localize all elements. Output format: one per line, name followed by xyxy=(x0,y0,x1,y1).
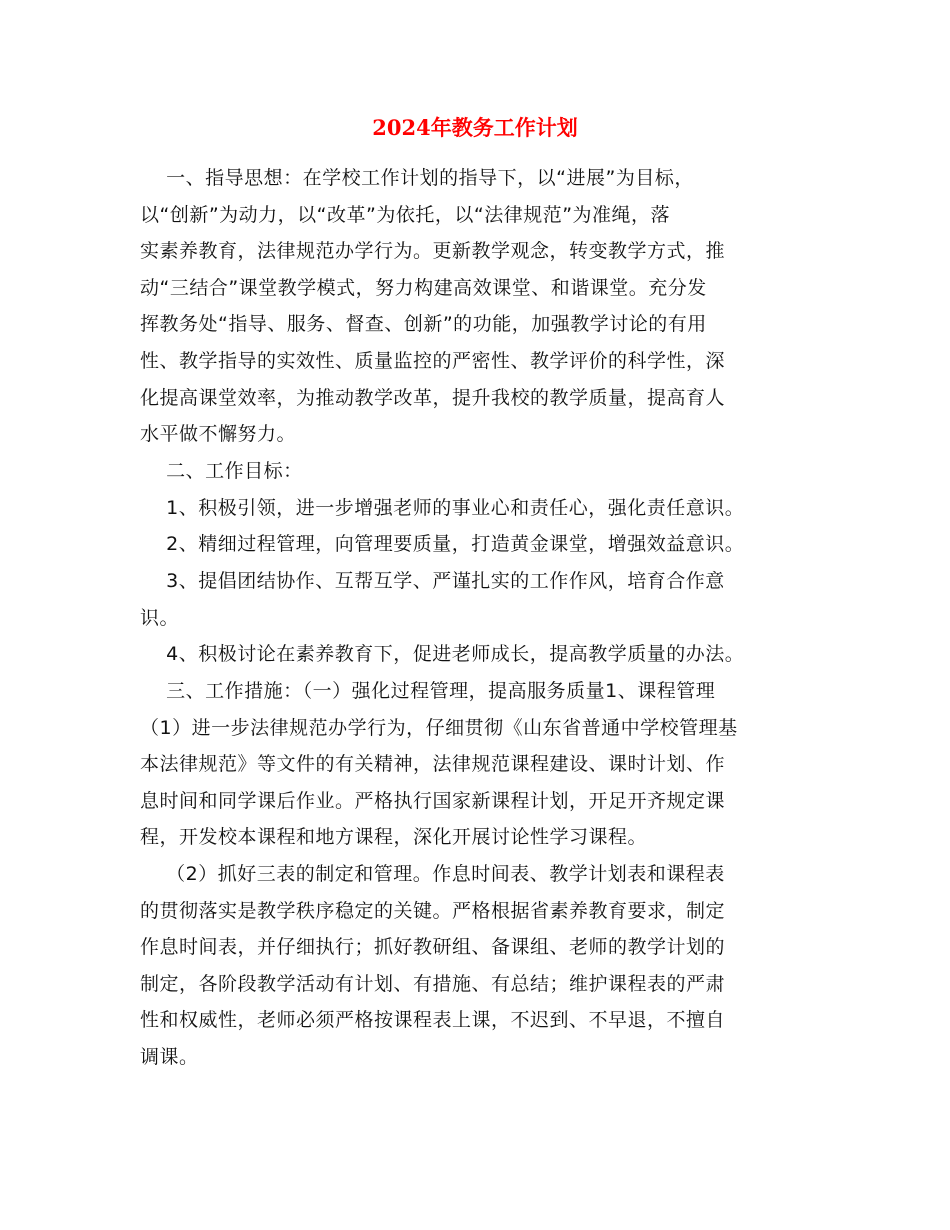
document-title: 2024年教务工作计划 xyxy=(372,115,578,140)
paragraph-work-measures: 三、工作措施：（一）强化过程管理，提高服务质量1、课程管理 （1）进一步法律规范办学行为，仔细贯彻《山东省普通中学校管理基 本法律规范》等文件的有关精神，法律规范课程建设、课时计划、作 息时间和同学课后作业。严格执行国家新课程计划，开足开齐规定课 程，开发校本课程和地方课程，深化开展讨论性学习课程。 xyxy=(140,680,738,849)
paragraph-three-schedules: （2）抓好三表的制定和管理。作息时间表、教学计划表和课程表 的贯彻落实是教学秩序稳定的关键。严格根据省素养教育要求，制定 作息时间表，并仔细执行；抓好教研组、备课组、老师的教学计划的 制定，各阶段教学活动有计划、有措施、有总结；维护课程表的严肃 性和权威性，老师必须严格按课程表上课，不迟到、不早退，不擅自 调课。 xyxy=(140,863,726,1068)
paragraph-goal-3: 3、提倡团结协作、互帮互学、严谨扎实的工作作风，培育合作意 识。 xyxy=(140,570,725,629)
paragraph-guiding-ideology: 一、指导思想：在学校工作计划的指导下，以“进展”为目标， 以“创新”为动力，以“改革”为依托，以“法律规范”为准绳，落 实素养教育，法律规范办学行为。更新教学观念，转变教学方式，推 动“三结合”课堂教学模式，努力构建高效课堂、和谐课堂。充分发 挥教务处“指导、服务、督查、创新”的功能，加强教学讨论的有用 性、教学指导的实效性、质量监控的严密性、教学评价的科学性，深 化提高课堂效率，为推动教学改革，提升我校的教学质量，提高育人 水平做不懈努力。 xyxy=(140,167,726,446)
paragraph-goal-1: 1、积极引领，进一步增强老师的事业心和责任心，强化责任意识。 xyxy=(140,497,745,519)
paragraph-goal-4: 4、积极讨论在素养教育下，促进老师成长，提高教学质量的办法。 xyxy=(140,643,745,665)
paragraph-goal-2: 2、精细过程管理，向管理要质量，打造黄金课堂，增强效益意识。 xyxy=(140,533,745,555)
paragraph-work-goals-heading: 二、工作目标： xyxy=(140,460,303,482)
